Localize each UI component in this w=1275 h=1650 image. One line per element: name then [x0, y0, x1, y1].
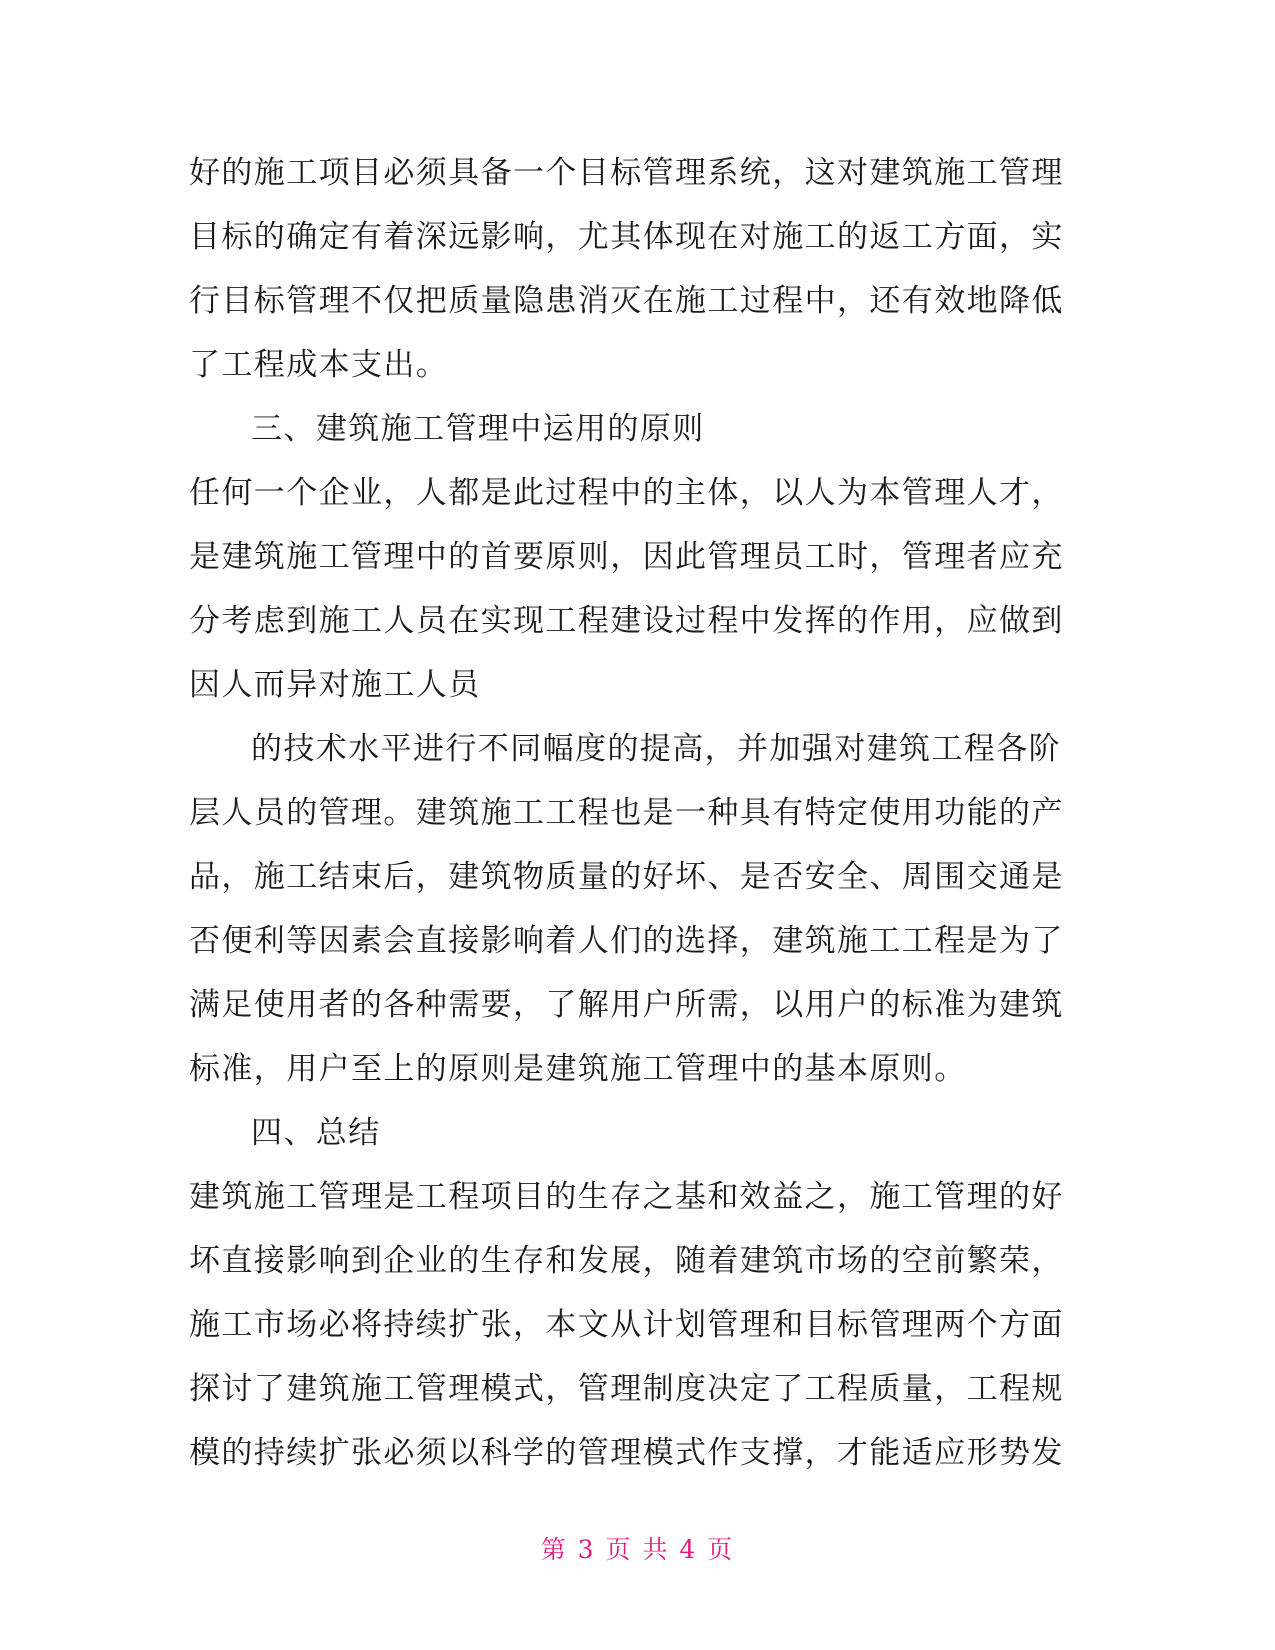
page-number-footer: 第 3 页 共 4 页: [540, 1535, 735, 1564]
text-line: 任何一个企业，人都是此过程中的主体，以人为本管理人才，: [189, 475, 1064, 511]
text-line: 满足使用者的各种需要，了解用户所需，以用户的标准为建筑: [189, 987, 1064, 1023]
text-line: 分考虑到施工人员在实现工程建设过程中发挥的作用，应做到: [189, 603, 1064, 639]
text-line: 好的施工项目必须具备一个目标管理系统，这对建筑施工管理: [189, 155, 1064, 191]
text-line: 探讨了建筑施工管理模式，管理制度决定了工程质量，工程规: [189, 1371, 1064, 1407]
section-heading-principles: 三、建筑施工管理中运用的原则: [251, 411, 705, 447]
text-line: 施工市场必将持续扩张，本文从计划管理和目标管理两个方面: [189, 1307, 1064, 1343]
text-line: 否便利等因素会直接影响着人们的选择，建筑施工工程是为了: [189, 923, 1064, 959]
text-line: 目标的确定有着深远影响，尤其体现在对施工的返工方面，实: [189, 219, 1064, 255]
text-line: 层人员的管理。建筑施工工程也是一种具有特定使用功能的产: [189, 795, 1064, 831]
text-line: 了工程成本支出。: [189, 347, 449, 383]
text-line: 标准，用户至上的原则是建筑施工管理中的基本原则。: [189, 1051, 967, 1087]
text-line: 建筑施工管理是工程项目的生存之基和效益之，施工管理的好: [189, 1179, 1064, 1215]
text-line: 品，施工结束后，建筑物质量的好坏、是否安全、周围交通是: [189, 859, 1064, 895]
text-line: 是建筑施工管理中的首要原则，因此管理员工时，管理者应充: [189, 539, 1064, 575]
text-line: 坏直接影响到企业的生存和发展，随着建筑市场的空前繁荣，: [189, 1243, 1064, 1279]
text-line: 模的持续扩张必须以科学的管理模式作支撑，才能适应形势发: [189, 1435, 1064, 1471]
body-text: [189, 141, 1089, 1485]
text-line: 因人而异对施工人员: [189, 667, 481, 703]
section-heading-summary: 四、总结: [251, 1115, 381, 1151]
text-line: 的技术水平进行不同幅度的提高，并加强对建筑工程各阶: [251, 731, 1061, 767]
text-line: 行目标管理不仅把质量隐患消灭在施工过程中，还有效地降低: [189, 283, 1064, 319]
